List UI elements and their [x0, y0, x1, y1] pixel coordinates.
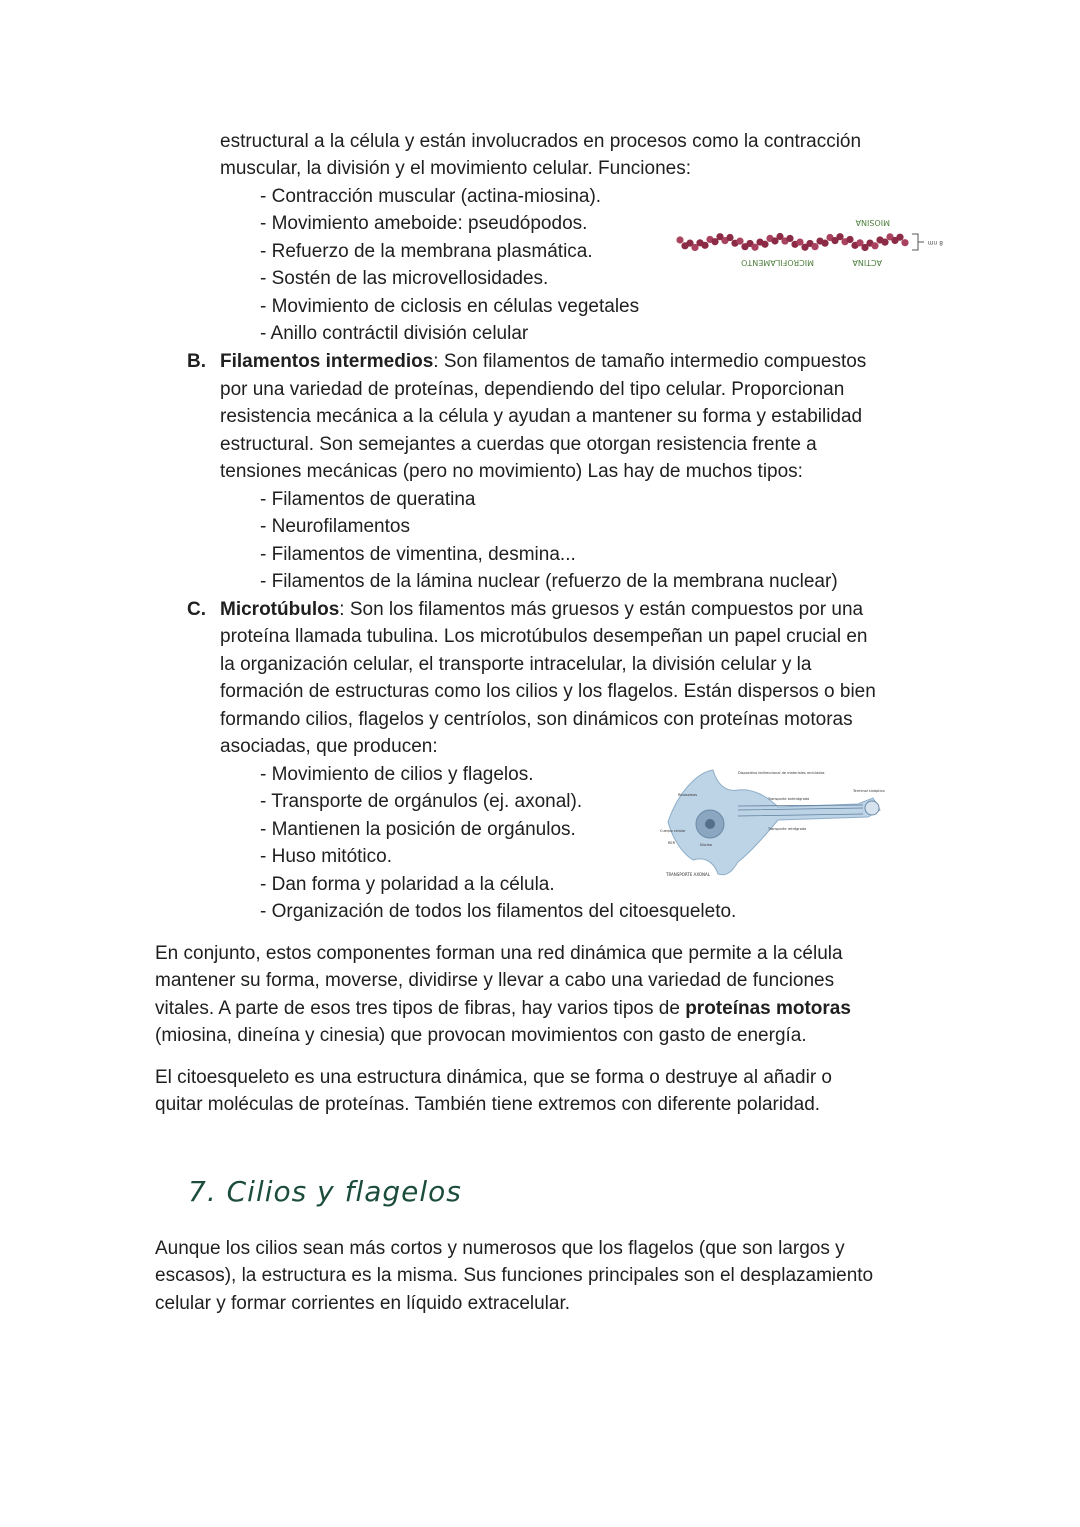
nucleolus	[705, 819, 715, 829]
paragraph-line: escasos), la estructura es la misma. Sus funciones principales son el desplazamiento	[155, 1265, 874, 1286]
paragraph-line: celular y formar corrientes en líquido extracelular.	[155, 1293, 571, 1314]
list-item: - Anillo contráctil división celular	[260, 323, 529, 344]
list-item: - Filamentos de la lámina nuclear (refuerzo de la membrana nuclear)	[260, 571, 838, 592]
section-heading: 7. Cilios y flagelos	[188, 1175, 462, 1208]
term-microtubules: Microtúbulos	[220, 599, 340, 620]
list-item: - Mantienen la posición de orgánulos.	[260, 819, 576, 840]
label-anterograde: Transporte anterógrado	[768, 797, 810, 801]
actin-monomer	[846, 236, 853, 243]
actin-monomer	[751, 244, 758, 251]
paragraph-line: la organización celular, el transporte intracelular, la división celular y la	[220, 654, 812, 675]
term-motor-proteins: proteínas motoras	[685, 998, 851, 1019]
label-cell-body: Cuerpo celular	[660, 829, 686, 833]
paragraph-line: tensiones mecánicas (pero no movimiento) Las hay de muchos tipos:	[220, 461, 803, 482]
actin-monomer	[736, 237, 743, 244]
paragraph-line: formando cilios, flagelos y centríolos, son dinámicos con proteínas motoras	[220, 709, 853, 730]
list-item: - Huso mitótico.	[260, 846, 392, 867]
paragraph-line: proteína llamada tubulina. Los microtúbulos desempeñan un papel crucial en	[220, 626, 868, 647]
list-item: - Movimiento de ciclosis en células vegetales	[260, 296, 640, 317]
paragraph-line: Aunque los cilios sean más cortos y numerosos que los flagelos (que son largos y	[155, 1238, 845, 1259]
size-label: 8 nm	[927, 239, 943, 246]
term-intermediate-filaments: Filamentos intermedios	[220, 351, 434, 372]
section-marker-c: C.	[187, 599, 206, 620]
actin-monomer	[871, 242, 878, 249]
list-item: - Neurofilamentos	[260, 516, 410, 537]
actin-filament-figure	[672, 214, 952, 270]
actin-monomer	[701, 242, 708, 249]
paragraph-line: El citoesqueleto es una estructura dinámica, que se forma o destruye al añadir o	[155, 1067, 832, 1088]
paragraph-line: asociadas, que producen:	[220, 736, 438, 757]
list-item: - Filamentos de queratina	[260, 489, 476, 510]
paragraph-line: En conjunto, estos componentes forman una red dinámica que permite a la célula	[155, 943, 843, 964]
paragraph-line: por una variedad de proteínas, dependiendo del tipo celular. Proporcionan	[220, 379, 845, 400]
actin-monomer	[901, 239, 908, 246]
paragraph-line: resistencia mecánica a la célula y ayudan a mantener su forma y estabilidad	[220, 406, 863, 427]
actin-monomer	[796, 238, 803, 245]
size-bracket	[912, 234, 924, 250]
actin-monomer	[821, 240, 828, 247]
list-item: - Sostén de las microvellosidades.	[260, 268, 549, 289]
actin-beads	[676, 233, 908, 251]
list-item: - Organización de todos los filamentos del citoesqueleto.	[260, 901, 737, 922]
paragraph-line: quitar moléculas de proteínas. También tiene extremos con diferente polaridad.	[155, 1094, 821, 1115]
figure-caption: TRANSPORTE AXONAL	[666, 872, 710, 877]
list-item: - Filamentos de vimentina, desmina...	[260, 544, 576, 565]
actin-monomer	[896, 234, 903, 241]
actin-monomer	[676, 236, 683, 243]
actin-monomer	[726, 234, 733, 241]
label-synaptic: Terminal sináptica	[853, 789, 885, 793]
paragraph-line: formación de estructuras como los cilios y los flagelos. Están dispersos o bien	[220, 681, 876, 702]
list-item: - Refuerzo de la membrana plasmática.	[260, 241, 593, 262]
paragraph-line: (miosina, dineína y cinesia) que provocan movimientos con gasto de energía.	[155, 1025, 807, 1046]
paragraph-line: mantener su forma, moverse, dividirse y llevar a cabo una variedad de funciones	[155, 970, 835, 991]
section-b-first-line: Filamentos intermedios: Son filamentos de tamaño intermedio compuestos	[220, 351, 867, 372]
intro-line: muscular, la división y el movimiento celular. Funciones:	[220, 158, 691, 179]
synaptic-terminal	[865, 801, 879, 815]
list-item: - Movimiento de cilios y flagelos.	[260, 764, 534, 785]
intro-line: estructural a la célula y están involucrados en procesos como la contracción	[220, 131, 862, 152]
microfilament-label: MICROFILAMENTO	[741, 258, 814, 267]
section-c-first-line: Microtúbulos: Son los filamentos más gruesos y están compuestos por una	[220, 599, 864, 620]
paragraph-line: vitales. A parte de esos tres tipos de fibras, hay varios tipos de proteínas motoras	[155, 998, 851, 1019]
list-item: - Dan forma y polaridad a la célula.	[260, 874, 555, 895]
actin-monomer	[811, 243, 818, 250]
list-item: - Contracción muscular (actina-miosina).	[260, 186, 602, 207]
actin-label: ACTINA	[852, 258, 882, 267]
actin-monomer	[761, 241, 768, 248]
axonal-transport-figure	[658, 762, 898, 880]
label-nucleus: Núcleo	[700, 843, 713, 847]
paragraph-line: estructural. Son semejantes a cuerdas que otorgan resistencia frente a	[220, 434, 817, 455]
list-item: - Transporte de orgánulos (ej. axonal).	[260, 791, 583, 812]
actin-monomer	[786, 235, 793, 242]
label-retrograde: Transporte retrógrado	[768, 827, 807, 831]
actin-monomer	[881, 239, 888, 246]
label-rer: RER	[668, 841, 676, 845]
section-marker-b: B.	[187, 351, 206, 372]
myosin-label: MIOSINA	[855, 218, 890, 227]
list-item: - Movimiento ameboide: pseudópodos.	[260, 213, 588, 234]
label-recycled: Dispositivo bidireccional de materiales reciclados	[738, 771, 825, 775]
label-ribosomes: Ribosomas	[678, 793, 698, 797]
